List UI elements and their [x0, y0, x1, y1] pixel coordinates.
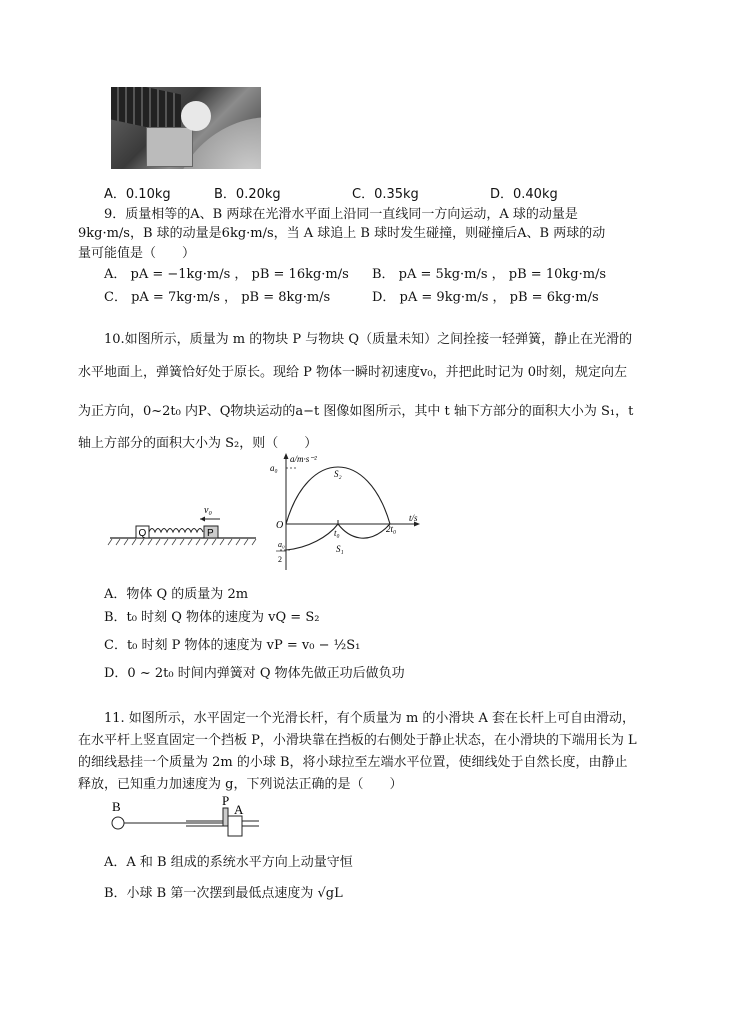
x-axis-label: t/s [409, 513, 418, 523]
t0-tick-label: t₀ [334, 528, 340, 538]
q10-option-c: C．t₀ 时刻 P 物体的速度为 vP = v₀ − ½S₁ [104, 638, 361, 653]
q9-option-b: B． pA = 5kg·m/s ， pB = 10kg·m/s [372, 267, 607, 282]
q10-option-b: B．t₀ 时刻 Q 物体的速度为 vQ = S₂ [104, 610, 320, 625]
q11-stem-line1: 11. 如图所示，水平固定一个光滑长杆，有个质量为 m 的小滑块 A 套在长杆上可自由滑动， [104, 711, 636, 726]
a-t-graph [268, 450, 428, 575]
s1-label: S₁ [336, 544, 344, 554]
spring [149, 529, 203, 533]
q10-option-a: A．物体 Q 的质量为 2m [104, 587, 249, 602]
q8-option-b: B．0.20kg [214, 187, 281, 202]
q11-stem-line4: 释放，已知重力加速度为 g，下列说法正确的是（ ） [78, 777, 403, 792]
block-p-label: P [207, 528, 214, 539]
q11-option-a: A．A 和 B 组成的系统水平方向上动量守恒 [104, 855, 353, 870]
baffle-p [223, 808, 228, 826]
2t0-tick-label: 2t₀ [386, 524, 397, 534]
q10-stem-line4: 轴上方部分的面积大小为 S₂，则（ ） [78, 436, 318, 451]
q10-stem-line3: 为正方向，0~2t₀ 内P、Q物块运动的a−t 图像如图所示，其中 t 轴下方部分的面积大小为 S₁，t [78, 404, 634, 419]
q11-stem-line3: 的细线悬挂一个质量为 2m 的小球 B，将小球拉至左端水平位置，使细线处于自然长度，由静止 [78, 755, 628, 770]
q9-option-d: D． pA = 9kg·m/s ， pB = 6kg·m/s [372, 290, 599, 305]
q11-option-b: B．小球 B 第一次摆到最低点速度为 √gL [104, 886, 343, 901]
origin-label: O [276, 520, 284, 531]
y-axis-label: a/m·s⁻² [290, 454, 317, 464]
astronaut-photo [111, 87, 261, 169]
q9-option-c: C． pA = 7kg·m/s ， pB = 8kg·m/s [104, 290, 331, 305]
q9-stem-line2: 9kg·m/s，B 球的动量是6kg·m/s，当 A 球追上 B 球时发生碰撞，则碰撞后A、B 两球的动 [78, 226, 606, 241]
q10-stem-line1: 10.如图所示，质量为 m 的物块 P 与物块 Q（质量未知）之间拴接一轻弹簧，静止在光滑的 [104, 332, 633, 347]
q9-stem-line1: 9．质量相等的A、B 两球在光滑水平面上沿同一直线同一方向运动，A 球的动量是 [104, 207, 578, 222]
a0-half-numerator: a₀ [278, 540, 285, 549]
q9-option-a: A． pA = −1kg·m/s ， pB = 16kg·m/s [104, 267, 349, 282]
baffle-p-label: P [222, 793, 230, 808]
slider-a-label: A [234, 802, 244, 817]
ball-b [112, 817, 124, 829]
block-q-label: Q [138, 528, 147, 539]
q10-stem-line2: 水平地面上，弹簧恰好处于原长。现给 P 物体一瞬时初速度v₀，并把此时记为 0时刻，规定向左 [78, 365, 627, 380]
q8-option-a: A．0.10kg [104, 187, 171, 202]
q8-option-c: C．0.35kg [352, 187, 419, 202]
q10-option-d: D．0 ~ 2t₀ 时间内弹簧对 Q 物体先做正功后做负功 [104, 666, 405, 681]
ball-b-label: B [112, 799, 121, 814]
a0-label: a₀ [270, 463, 278, 473]
slider-a [228, 816, 242, 836]
v0-label: v₀ [204, 505, 212, 516]
q8-option-d: D．0.40kg [490, 187, 558, 202]
spring-block-figure [106, 500, 261, 550]
q11-stem-line2: 在水平杆上竖直固定一个挡板 P，小滑块靠在挡板的右侧处于静止状态，在小滑块的下端用长为 L [78, 733, 637, 748]
rod-ball-figure [104, 790, 264, 840]
a0-half-denominator: 2 [278, 555, 282, 564]
s2-label: S₂ [334, 469, 342, 479]
q9-stem-line3: 量可能值是（ ） [78, 246, 196, 261]
